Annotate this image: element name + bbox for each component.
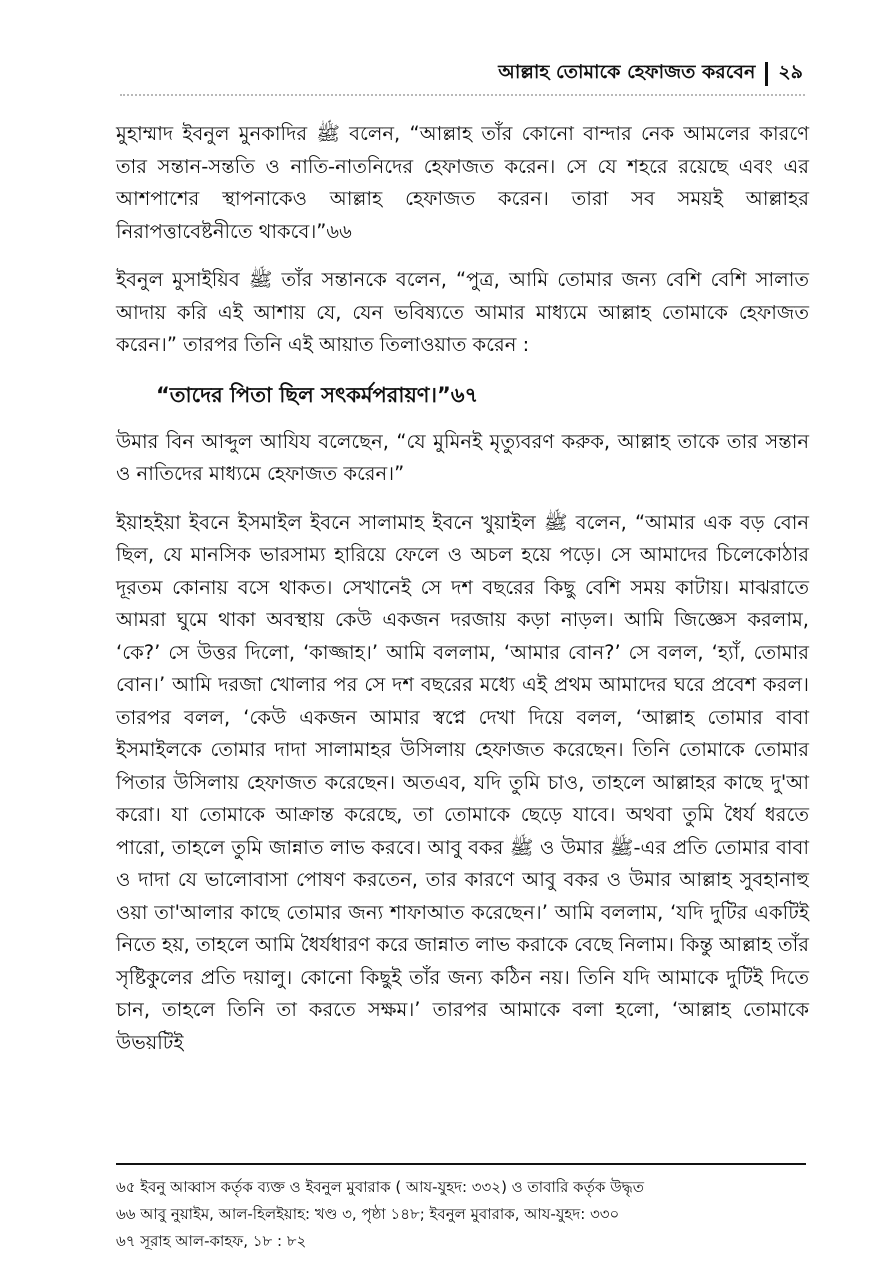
footnote-66: ৬৬ আবু নুয়াইম, আল-হিলইয়াহ: খণ্ড ৩, পৃষ্ঠা ১৪৮; ইবনুল মুবারাক, আয-যুহদ: ৩৩০	[116, 1205, 620, 1223]
paragraph-yahya-story: ইয়াহইয়া ইবনে ইসমাইল ইবনে সালামাহ ইবনে খুয়াইল ﷺ বলেন, “আমার এক বড় বোন ছিল, যে মানসিক ভারসাম্য হারিয়ে ফেলে ও অচল হয়ে পড়ে। সে আমাদের চিলেকোঠার দূরতম কোনায় বসে থাকত। সেখানেই সে দশ বছরের কিছু বেশি সময় কাটায়। মাঝরাতে আমরা ঘুমে থাকা অবস্থায় কেউ একজন দরজায় কড়া নাড়ল। আমি জিজ্ঞেস করলাম, ‘কে?’ সে উত্তর দিলো, ‘কাজ্জাহ।’ আমি বললাম, ‘আমার বোন?’ সে বলল, ‘হ্যাঁ, তোমার বোন।’ আমি দরজা খোলার পর সে দশ বছরের মধ্যে এই প্রথম আমাদের ঘরে প্রবেশ করল। তারপর বলল, ‘কেউ একজন আমার স্বপ্নে দেখা দিয়ে বলল, ‘আল্লাহ তোমার বাবা ইসমাইলকে তোমার দাদা সালামাহর উসিলায় হেফাজত করেছেন। তিনি তোমাকে তোমার পিতার উসিলায় হেফাজত করেছেন। অতএব, যদি তুমি চাও, তাহলে আল্লাহর কাছে দু'আ করো। যা তোমাকে আক্রান্ত করেছে, তা তোমাকে ছেড়ে যাবে। অথবা তুমি ধৈর্য ধরতে পারো, তাহলে তুমি জান্নাত লাভ করবে। আবু বকর ﷺ ও উমার ﷺ-এর প্রতি তোমার বাবা ও দাদা যে ভালোবাসা পোষণ করতেন, তার কারণে আবু বকর ও উমার আল্লাহ সুবহানাহু ওয়া তা'আলার কাছে তোমার জন্য শাফাআত করেছেন।’ আমি বললাম, ‘যদি দুটির একটিই নিতে হয়, তাহলে আমি ধৈর্যধারণ করে জান্নাত লাভ করাকে বেছে নিলাম। কিন্তু আল্লাহ তাঁর সৃষ্টিকুলের প্রতি দয়ালু। কোনো কিছুই তাঁর জন্য কঠিন নয়। তিনি যদি আমাকে দুটিই দিতে চান, তাহলে তিনি তা করতে সক্ষম।’ তারপর আমাকে বলা হলো, ‘আল্লাহ তোমাকে উভয়টিই	[116, 510, 809, 1054]
footnote-separator	[116, 1163, 806, 1165]
quranic-quote: “তাদের পিতা ছিল সৎকর্মপরায়ণ।”৬৭	[156, 382, 479, 407]
footnote-67: ৬৭ সূরাহ আল-কাহফ, ১৮ : ৮২	[116, 1232, 307, 1250]
header-title: আল্লাহ তোমাকে হেফাজত করবেন	[498, 61, 756, 83]
page-number: ২৯	[778, 61, 803, 83]
paragraph-ibn-munkadir: মুহাম্মাদ ইবনুল মুনকাদির ﷺ বলেন, “আল্লাহ তাঁর কোনো বান্দার নেক আমলের কারণে তার সন্তান-সন্ততি ও নাতি-নাতনিদের হেফাজত করেন। সে যে শহরে রয়েছে এবং এর আশপাশের স্থাপনাকেও আল্লাহ হেফাজত করেন। তারা সব সময়ই আল্লাহর নিরাপত্তাবেষ্টনীতে থাকবে।”৬৬	[116, 122, 809, 243]
body-text	[116, 118, 809, 1075]
header-dotted-rule	[120, 94, 805, 96]
header-divider	[765, 62, 768, 86]
paragraph-ibn-musayyib: ইবনুল মুসাইয়িব ﷺ তাঁর সন্তানকে বলেন, “পুত্র, আমি তোমার জন্য বেশি বেশি সালাত আদায় করি এই আশায় যে, যেন ভবিষ্যতে আমার মাধ্যমে আল্লাহ তোমাকে হেফাজত করেন।” তারপর তিনি এই আয়াত তিলাওয়াত করেন :	[116, 268, 809, 356]
footnote-65: ৬৫ ইবনু আব্বাস কর্তৃক ব্যক্ত ও ইবনুল মুবারাক ( আয-যুহদ: ৩৩২) ও তাবারি কর্তৃক উদ্ধৃত	[116, 1178, 645, 1196]
footnotes	[116, 1174, 809, 1255]
paragraph-umar-abdul-aziz: উমার বিন আব্দুল আযিয বলেছেন, “যে মুমিনই মৃত্যুবরণ করুক, আল্লাহ তাকে তার সন্তান ও নাতিদের মাধ্যমে হেফাজত করেন।”	[116, 429, 809, 485]
running-header	[498, 58, 803, 90]
